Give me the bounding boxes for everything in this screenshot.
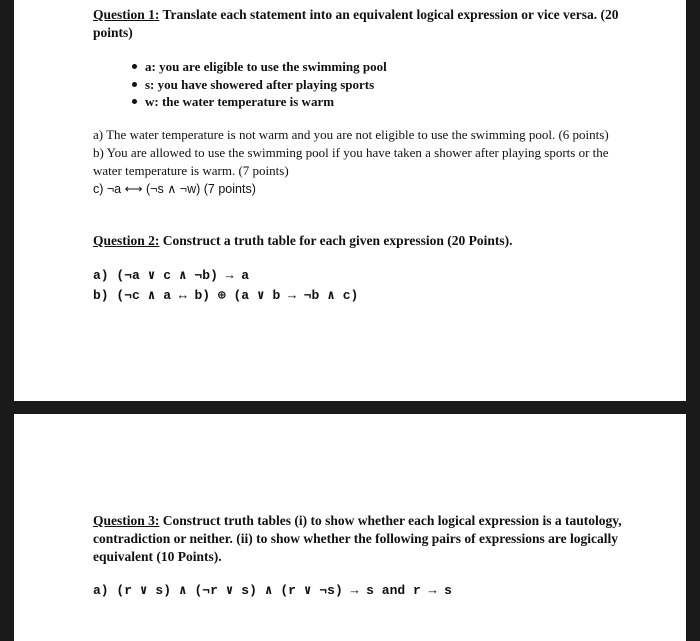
question-3-heading — [93, 512, 633, 566]
question-1-number: Question 1: — [93, 7, 160, 22]
question-1-title: Translate each statement into an equivalent logical expression or vice versa. (20 points) — [93, 7, 619, 40]
question-2-title: Construct a truth table for each given expression (20 Points). — [159, 233, 513, 248]
question-1-part-c: c) ¬a ⟷ (¬s ∧ ¬w) (7 points) — [93, 182, 256, 196]
variable-a: a: you are eligible to use the swimming pool — [132, 58, 387, 76]
question-3-title: Construct truth tables (i) to show whether each logical expression is a tautology, contradiction or neither. (ii) to show whether the following pairs of expressions are logically equivalent (10 Points). — [93, 513, 622, 564]
variable-w: w: the water temperature is warm — [132, 93, 387, 111]
question-2-heading — [93, 232, 633, 250]
document-page-2 — [14, 414, 686, 641]
question-2-part-b: b) (¬c ∧ a ↔ b) ⊕ (a ∨ b → ¬b ∧ c) — [93, 288, 359, 303]
question-3-part-a: a) (r ∨ s) ∧ (¬r ∨ s) ∧ (r ∨ ¬s) → s and r → s — [93, 583, 452, 598]
question-1-heading — [93, 6, 633, 42]
variable-list — [132, 58, 387, 111]
question-2-expressions — [93, 266, 358, 306]
question-1-part-b: b) You are allowed to use the swimming pool if you have taken a shower after playing sports or the water temperature is warm. (7 points) — [93, 145, 609, 178]
question-1-part-a: a) The water temperature is not warm and you are not eligible to use the swimming pool. (6 points) — [93, 127, 609, 142]
question-3-number: Question 3: — [93, 513, 160, 528]
question-3-expressions — [93, 581, 452, 601]
document-page-1 — [14, 0, 686, 401]
question-2-number: Question 2: — [93, 233, 160, 248]
question-2-part-a: a) (¬a ∨ c ∧ ¬b) → a — [93, 268, 250, 283]
variable-s: s: you have showered after playing sports — [132, 76, 387, 94]
